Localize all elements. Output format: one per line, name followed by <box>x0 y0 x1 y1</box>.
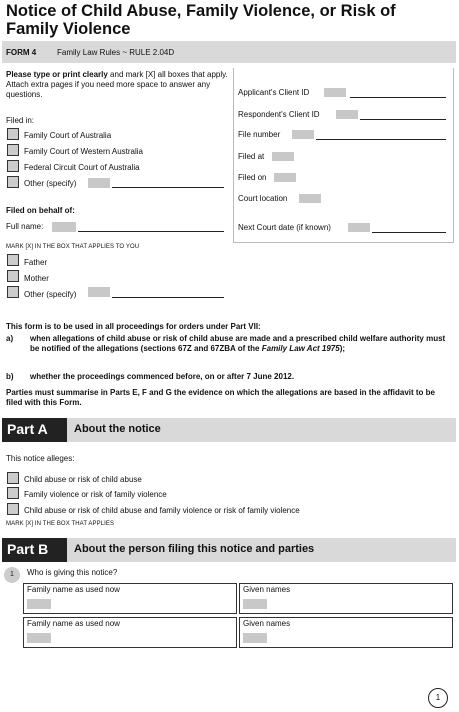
form-number: FORM 4 <box>6 48 37 57</box>
applicant-id-input[interactable] <box>324 88 346 97</box>
family-name-input-2[interactable] <box>27 633 51 643</box>
full-name-label: Full name: <box>6 222 44 231</box>
applicant-id-line <box>350 97 446 98</box>
filed-in-other-line <box>112 187 224 188</box>
mother-checkbox[interactable] <box>7 270 19 282</box>
behalf-other-checkbox[interactable] <box>7 286 19 298</box>
note-b-text: whether the proceedings commenced before, on or after 7 June 2012. <box>30 372 295 381</box>
given-names-input-2[interactable] <box>243 633 267 643</box>
given-names-label-1: Given names <box>243 585 291 594</box>
court-location-label: Court location <box>238 194 288 203</box>
part-a-bar <box>2 418 456 442</box>
full-name-line <box>78 231 224 232</box>
behalf-other-input[interactable] <box>88 287 110 297</box>
family-name-label-2: Family name as used now <box>27 619 120 628</box>
part-b-tag: Part B <box>2 538 67 562</box>
filed-in-other-input[interactable] <box>88 178 110 188</box>
respondent-id-line <box>360 119 446 120</box>
both-checkbox[interactable] <box>7 503 19 515</box>
part-a-tag: Part A <box>2 418 67 442</box>
court-location-input[interactable] <box>299 194 321 203</box>
mark-note-applies: MARK [X] IN THE BOX THAT APPLIES <box>6 521 115 527</box>
filed-on-input[interactable] <box>274 173 296 182</box>
filed-at-label: Filed at <box>238 152 265 161</box>
child-abuse-checkbox[interactable] <box>7 472 19 484</box>
filed-in-other-checkbox[interactable] <box>7 176 19 188</box>
file-number-input[interactable] <box>292 130 314 139</box>
both-label: Child abuse or risk of child abuse and family violence or risk of family violence <box>24 506 300 515</box>
respondent-id-label: Respondent's Client ID <box>238 110 320 119</box>
family-violence-checkbox[interactable] <box>7 487 19 499</box>
family-court-checkbox[interactable] <box>7 128 19 140</box>
family-name-label-1: Family name as used now <box>27 585 120 594</box>
notice-alleges-label: This notice alleges: <box>6 454 75 463</box>
note-a-label: a) <box>6 334 14 343</box>
given-names-label-2: Given names <box>243 619 291 628</box>
child-abuse-label: Child abuse or risk of child abuse <box>24 475 142 484</box>
filed-on-behalf-label: Filed on behalf of: <box>6 206 75 215</box>
filed-in-label: Filed in: <box>6 116 35 125</box>
family-name-input-1[interactable] <box>27 599 51 609</box>
mark-note-you: MARK [X] IN THE BOX THAT APPLIES TO YOU <box>6 244 140 250</box>
mother-label: Mother <box>24 274 49 283</box>
respondent-id-input[interactable] <box>336 110 358 119</box>
filed-in-other-label: Other (specify) <box>24 179 77 188</box>
next-court-date-input[interactable] <box>348 223 370 232</box>
question-text: Who is giving this notice? <box>27 568 118 577</box>
next-court-date-label: Next Court date (if known) <box>238 223 331 232</box>
part-b-title: About the person filing this notice and parties <box>74 543 315 555</box>
family-court-wa-label: Family Court of Western Australia <box>24 147 144 156</box>
file-number-label: File number <box>238 130 281 139</box>
father-label: Father <box>24 258 48 267</box>
notes-intro: This form is to be used in all proceedings for orders under Part VII: <box>6 322 261 331</box>
behalf-other-label: Other (specify) <box>24 290 77 299</box>
family-court-wa-checkbox[interactable] <box>7 144 19 156</box>
federal-circuit-checkbox[interactable] <box>7 160 19 172</box>
next-court-date-line <box>372 232 446 233</box>
form-header-bar <box>2 41 456 63</box>
parties-note: Parties must summarise in Parts E, F and G the evidence on which the allegations are based in the affidavit to be filed with this Form. <box>6 388 436 407</box>
filed-at-input[interactable] <box>272 152 294 161</box>
given-names-field-1[interactable] <box>239 583 453 614</box>
father-checkbox[interactable] <box>7 254 19 266</box>
part-a-title: About the notice <box>74 423 161 435</box>
instructions: Please type or print clearly and mark [X] all boxes that apply. Attach extra pages if you need more space to answer any questions. <box>6 70 228 99</box>
federal-circuit-label: Federal Circuit Court of Australia <box>24 163 140 172</box>
given-names-field-2[interactable] <box>239 617 453 648</box>
form-rule: Family Law Rules ~ RULE 2.04D <box>57 48 175 57</box>
full-name-input[interactable] <box>52 222 76 232</box>
note-b-label: b) <box>6 372 14 381</box>
part-b-bar <box>2 538 456 562</box>
given-names-input-1[interactable] <box>243 599 267 609</box>
applicant-id-label: Applicant's Client ID <box>238 88 310 97</box>
filed-on-label: Filed on <box>238 173 267 182</box>
note-a-text: when allegations of child abuse or risk of child abuse are made and a prescribed child welfare authority must be notified of the allegations (sections 67Z and 67ZBA of the Family Law Act 1975); <box>30 334 446 353</box>
family-violence-label: Family violence or risk of family violence <box>24 490 167 499</box>
family-name-field-1[interactable] <box>23 583 237 614</box>
page-title: Notice of Child Abuse, Family Violence, or Risk of Family Violence <box>6 2 396 38</box>
question-number-badge: 1 <box>4 567 20 583</box>
family-court-label: Family Court of Australia <box>24 131 112 140</box>
file-number-line <box>316 139 446 140</box>
family-name-field-2[interactable] <box>23 617 237 648</box>
behalf-other-line <box>112 297 224 298</box>
page-number: 1 <box>428 688 448 708</box>
